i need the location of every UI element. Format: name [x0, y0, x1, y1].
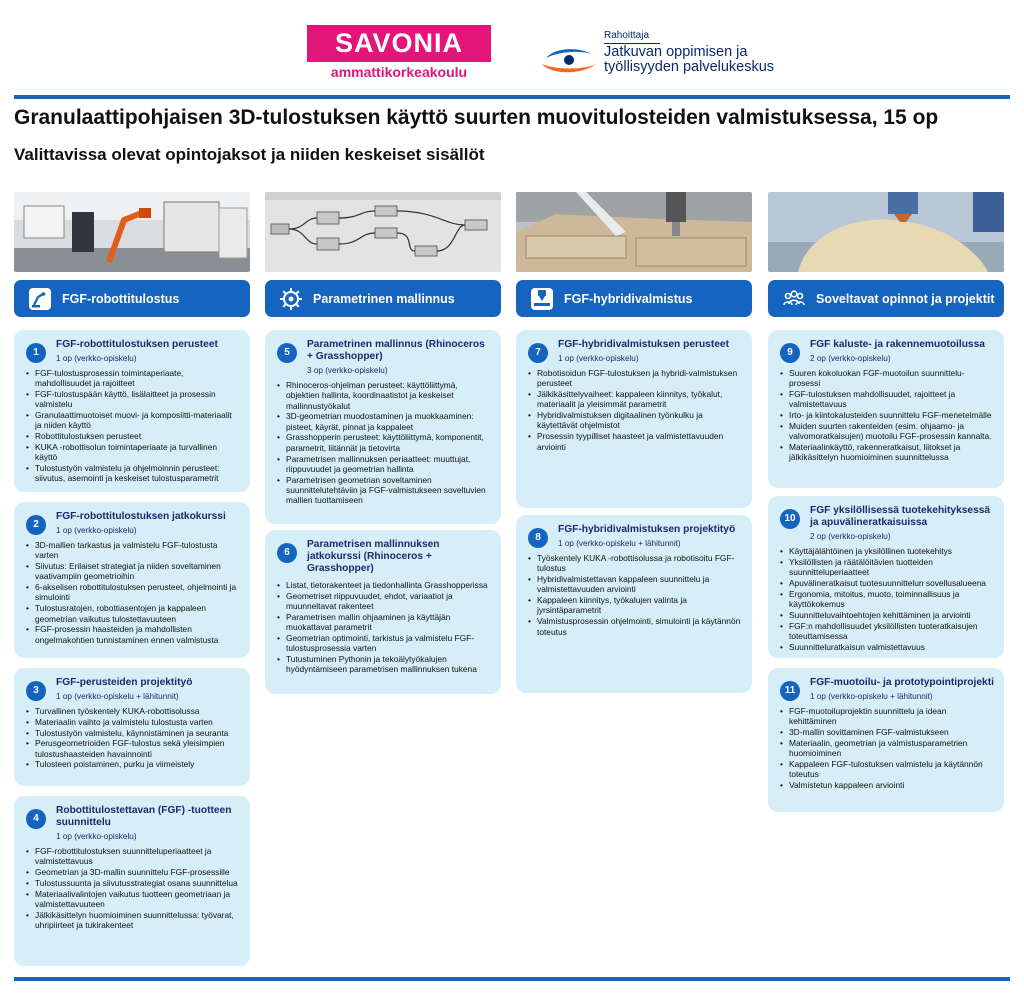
course-card [768, 496, 1004, 658]
column-title: FGF-robottitulostus [62, 291, 180, 306]
course-number-badge: 6 [277, 543, 297, 563]
column-header-applied-studies [768, 280, 1004, 317]
course-topic: • Valmistusprosessin ohjelmointi, simulointi ja käytännön toteutus [528, 616, 742, 637]
funder-name [604, 45, 774, 75]
course-card [516, 515, 752, 693]
course-topic: • Hybridivalmistettavan kappaleen suunnittelu ja valmistettavuuden arviointi [528, 574, 742, 595]
course-number-badge: 2 [26, 515, 46, 535]
course-topic: • Käyttäjälähtöinen ja yksilöllinen tuotekehitys [780, 546, 994, 556]
course-card [768, 668, 1004, 812]
funder-name-line1: Jatkuvan oppimisen ja [604, 44, 748, 60]
people-group-icon [782, 287, 806, 311]
course-number-badge: 8 [528, 528, 548, 548]
course-topic: • Rhinoceros-ohjelman perusteet: käyttöliittymä, objektien hallinta, koordinaatistot ja keskeiset mallinnustyökalut [277, 380, 491, 411]
course-topic: • Muiden suurten rakenteiden (esim. ohjaamo- ja valvomoratkaisujen) muotoilu FGF-prosessin kannalta. [780, 421, 994, 442]
photo-grasshopper [265, 192, 501, 272]
course-topic: • Siivutus: Erilaiset strategiat ja niiden soveltaminen vaativampiin geometrioihin [26, 561, 240, 582]
column-parametric-modelling [265, 192, 501, 317]
course-card [516, 330, 752, 508]
page-subtitle: Valittavissa olevat opintojaksot ja niiden keskeiset sisällöt [14, 145, 485, 164]
course-topic: • Parametrisen geometrian soveltaminen suunnittelutehtäviin ja FGF-valmistukseen soveltuvien mallien tuottamiseen [277, 475, 491, 506]
course-topic: • Perusgeometrioiden FGF-tulostus sekä yleisimpien tulostushaasteiden havainnointi [26, 738, 240, 759]
savonia-logo-subtitle: ammattikorkeakoulu [330, 64, 468, 80]
course-title: FGF kaluste- ja rakennemuotoilussa [810, 339, 985, 350]
course-topic: • Materiaalin, geometrian ja valmistusparametrien huomioiminen [780, 738, 994, 759]
course-credits: 3 op (verkko-opiskelu) [307, 366, 388, 375]
course-topics-list [277, 580, 491, 675]
course-topics-list [26, 368, 240, 484]
course-title: FGF-robottitulostuksen jatkokurssi [56, 511, 226, 522]
course-topic: • 3D-geometrian muodostaminen ja muokkaaminen: pisteet, käyrät, pinnat ja kappaleet [277, 411, 491, 432]
course-topic: • FGF-tulostuksen mahdollisuudet, rajoitteet ja valmistettavuus [780, 389, 994, 410]
header [0, 0, 1024, 95]
course-topic: • Suunnitteluvaihtoehtojen kehittäminen ja arviointi [780, 610, 994, 620]
course-card [14, 668, 250, 786]
course-topic: • Tutustuminen Pythonin ja tekoälytyökalujen hyödyntämiseen parametrisen mallinnuksen tukena [277, 654, 491, 675]
course-topic: • Suunnitteluratkaisun valmistettavuus [780, 642, 994, 652]
course-title: FGF-perusteiden projektityö [56, 677, 193, 688]
course-title: FGF-hybridivalmistuksen projektityö [558, 524, 736, 535]
course-topic: • Materiaalin vaihto ja valmistelu tulostusta varten [26, 717, 240, 727]
course-topic: • Robottitulostuksen perusteet [26, 431, 240, 441]
column-robot-printing [14, 192, 250, 317]
course-credits: 1 op (verkko-opiskelu) [56, 526, 137, 535]
hybrid-milling-illustration [516, 192, 752, 272]
course-credits: 1 op (verkko-opiskelu + lähitunnit) [810, 692, 933, 701]
course-number-badge: 3 [26, 681, 46, 701]
course-topic: • 6-akselisen robottitulostuksen perusteet, ohjelmointi ja simulointi [26, 582, 240, 603]
course-topic: • Tulostustyön valmistelu ja ohjelmoinnin perusteet: siivutus, asemointi ja keskeiset tulostusparametrit [26, 463, 240, 484]
course-topic: • Grasshopperin perusteet: käyttöliittymä, komponentit, parametrit, liitännät ja tietovirta [277, 432, 491, 453]
course-credits: 1 op (verkko-opiskelu) [56, 354, 137, 363]
course-credits: 2 op (verkko-opiskelu) [810, 532, 891, 541]
funder-logo [540, 28, 840, 88]
course-topic: • Kappaleen FGF-tulostuksen valmistelu ja käytännön toteutus [780, 759, 994, 780]
printed-part-illustration [768, 192, 1004, 272]
course-number-badge: 7 [528, 343, 548, 363]
course-number-badge: 1 [26, 343, 46, 363]
course-topic: • Granulaattimuotoiset muovi- ja komposiitti-materiaalit ja niiden käyttö [26, 410, 240, 431]
course-topic: • Tulostussuunta ja siivutusstrategiat osana suunnittelua [26, 878, 240, 888]
column-header-robot-printing [14, 280, 250, 317]
course-topic: • Prosessin tyypilliset haasteet ja valmistettavuuden arviointi [528, 431, 742, 452]
course-number-badge: 11 [780, 681, 800, 701]
photo-hybrid-milling [516, 192, 752, 272]
course-number-badge: 5 [277, 343, 297, 363]
grasshopper-graph-illustration [265, 192, 501, 272]
course-topic: • Tulostustyön valmistelu, käynnistäminen ja seuranta [26, 728, 240, 738]
page-title: Granulaattipohjaisen 3D-tulostuksen käyttö suurten muovitulosteiden valmistuksessa, 15 op [14, 106, 939, 129]
course-title: Parametrinen mallinnus (Rhinoceros + Grasshopper) [307, 339, 485, 362]
funder-name-line2: työllisyyden palvelukeskus [604, 59, 775, 75]
course-topics-list [780, 546, 994, 652]
robot-arm-icon [28, 287, 52, 311]
savonia-logo [307, 25, 491, 85]
course-topic: • 3D-mallin sovittaminen FGF-valmistukseen [780, 727, 994, 737]
funder-label: Rahoittaja [604, 30, 650, 41]
robot-cell-illustration [14, 192, 250, 272]
course-topic: • Listat, tietorakenteet ja tiedonhallinta Grasshopperissa [277, 580, 491, 590]
course-card [14, 796, 250, 966]
course-topic: • FGF-robottitulostuksen suunnitteluperiaatteet ja valmistettavuus [26, 846, 240, 867]
column-title: Parametrinen mallinnus [313, 291, 455, 306]
course-credits: 1 op (verkko-opiskelu) [56, 832, 137, 841]
course-topic: • Jälkikäsittelyn huomioiminen suunnittelussa: työvarat, uhripiirteet ja tukirakenteet [26, 910, 240, 931]
top-divider [14, 95, 1010, 99]
course-topic: • Robotisoidun FGF-tulostuksen ja hybridi-valmistuksen perusteet [528, 368, 742, 389]
course-title: FGF-muotoilu- ja prototypointiprojekti [810, 677, 994, 688]
course-topic: • KUKA -robottisolun toimintaperiaate ja turvallinen käyttö [26, 442, 240, 463]
column-title: FGF-hybridivalmistus [564, 291, 693, 306]
course-title: FGF yksilöllisessä tuotekehityksessä ja apuvälineratkaisuissa [810, 505, 991, 528]
course-topic: • Materiaalivalintojen vaikutus tuotteen geometriaan ja valmistettavuuteen [26, 889, 240, 910]
course-title: Robottitulostettavan (FGF) -tuotteen suunnittelu [56, 805, 232, 828]
course-topic: • Geometrian ja 3D-mallin suunnittelu FGF-prosessille [26, 867, 240, 877]
course-card [14, 502, 250, 658]
course-topic: • Suuren kokoluokan FGF-muotoilun suunnittelu-prosessi [780, 368, 994, 389]
course-topic: • Kappaleen kiinnitys, työkalujen valinta ja jyrsintäparametrit [528, 595, 742, 616]
column-header-parametric-modelling [265, 280, 501, 317]
course-topic: • Turvallinen työskentely KUKA-robottisolussa [26, 706, 240, 716]
course-number-badge: 10 [780, 509, 800, 529]
course-topics-list [780, 368, 994, 463]
column-applied-studies [768, 192, 1004, 317]
course-title: FGF-hybridivalmistuksen perusteet [558, 339, 729, 350]
course-number-badge: 4 [26, 809, 46, 829]
course-topic: • Tulostusratojen, robottiasentojen ja kappaleen geometrian vaikutus tulostettavuuteen [26, 603, 240, 624]
course-topic: • FGF:n mahdollisuudet yksilöllisten tuoteratkaisujen toteuttamisessa [780, 621, 994, 642]
course-topics-list [26, 540, 240, 645]
course-topic: • Hybridivalmistuksen digitaalinen työnkulku ja käytettävät ohjelmistot [528, 410, 742, 431]
column-hybrid-manufacturing [516, 192, 752, 317]
course-topics-list [26, 846, 240, 930]
photo-robot-cell [14, 192, 250, 272]
course-topic: • Parametrisen mallin ohjaaminen ja käyttäjän muokattavat parametrit [277, 612, 491, 633]
course-topic: • FGF-tulostusprosessin toimintaperiaate, mahdollisuudet ja rajoitteet [26, 368, 240, 389]
course-topic: • FGF-muotoiluprojektin suunnittelu ja idean kehittäminen [780, 706, 994, 727]
course-topics-list [780, 706, 994, 790]
course-title: Parametrisen mallinnuksen jatkokurssi (Rhinoceros + Grasshopper) [307, 539, 440, 574]
course-topic: • 3D-mallien tarkastus ja valmistelu FGF-tulostusta varten [26, 540, 240, 561]
course-card [14, 330, 250, 492]
column-title: Soveltavat opinnot ja projektit [816, 291, 995, 306]
course-card [768, 330, 1004, 488]
funder-swoosh-icon [540, 44, 598, 76]
course-topics-list [528, 368, 742, 452]
printer-nozzle-icon [530, 287, 554, 311]
course-topic: • Työskentely KUKA -robottisolussa ja robotisoitu FGF-tulostus [528, 553, 742, 574]
gear-icon [279, 287, 303, 311]
course-topic: • Jälkikäsittelyvaiheet: kappaleen kiinnitys, työkalut, materiaalit ja yleisimmät parametrit [528, 389, 742, 410]
course-topic: • FGF-prosessin haasteiden ja mahdollisten ongelmakohtien tunnistaminen ennen valmistusta [26, 624, 240, 645]
course-topic: • Tulosteen poistaminen, purku ja viimeistely [26, 759, 240, 769]
course-topic: • Geometrian optimointi, tarkistus ja valmistelu FGF-tulostusprosessia varten [277, 633, 491, 654]
course-topic: • Apuvälineratkaisut tuotesuunnittelun sovellusalueena [780, 578, 994, 588]
course-topic: • FGF-tulostuspään käyttö, lisälaitteet ja prosessin valmistelu [26, 389, 240, 410]
course-topic: • Materiaalinkäyttö, rakenneratkaisut, liitokset ja jälkikäsittelyn huomioiminen suunnittelussa [780, 442, 994, 463]
course-credits: 1 op (verkko-opiskelu + lähitunnit) [56, 692, 179, 701]
course-topics-list [26, 706, 240, 770]
course-topic: • Yksilöllisten ja räätälöitävien tuotteiden suunnitteluperiaatteet [780, 557, 994, 578]
course-credits: 1 op (verkko-opiskelu + lähitunnit) [558, 539, 681, 548]
course-card [265, 530, 501, 694]
course-topic: • Valmistetun kappaleen arviointi [780, 780, 994, 790]
course-title: FGF-robottitulostuksen perusteet [56, 339, 218, 350]
course-topics-list [277, 380, 491, 506]
course-number-badge: 9 [780, 343, 800, 363]
course-credits: 1 op (verkko-opiskelu) [558, 354, 639, 363]
course-topics-list [528, 553, 742, 637]
course-topic: • Ergonomia, mitoitus, muoto, toiminnallisuus ja käyttökokemus [780, 589, 994, 610]
course-credits: 2 op (verkko-opiskelu) [810, 354, 891, 363]
photo-printed-part [768, 192, 1004, 272]
bottom-divider [14, 977, 1010, 981]
course-topic: • Geometriset riippuvuudet, ehdot, variaatiot ja muunneltavat rakenteet [277, 591, 491, 612]
course-topic: • Irto- ja kiintokalusteiden suunnittelu FGF-menetelmälle [780, 410, 994, 420]
column-header-hybrid-manufacturing [516, 280, 752, 317]
savonia-logo-wordmark: SAVONIA [307, 25, 491, 62]
course-topic: • Parametrisen mallinnuksen periaatteet: muuttujat, riippuvuudet ja geometrian hallinta [277, 454, 491, 475]
course-card [265, 330, 501, 524]
